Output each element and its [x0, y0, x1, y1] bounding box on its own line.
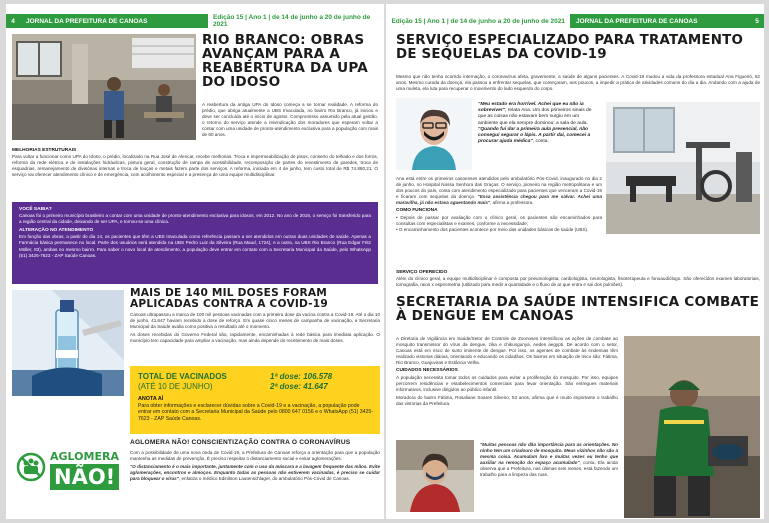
quote-attribution: , enfatiza o médico Edinilson Lautenschlager, do ambulatório Pós-Covid de Canoas. [178, 476, 350, 482]
quote-text: "O distanciamento é o mais importante, juntamente com o uso da máscara e a lavagem frequente das mãos. Evite aglomerações, encontros e almoços. Enquanto todas as pessoas não estiverem vacinadas, é preciso se cuidar para bloquear o vírus" [130, 464, 380, 482]
bullet-item: • Depois de passar por avaliação com o clínico geral, os pacientes são encaminhados para consultas com especialistas e exames, conforme a necessidade; [396, 214, 602, 226]
edition-line: Edição 15 | Ano 1 | de 14 de junho a 20 de junho de 2021 [386, 18, 570, 25]
info-box-subheading: ALTERAÇÃO NO ATENDIMENTO [19, 228, 94, 234]
quote-text: "Muitas pessoas não dão importância para as orientações. No ninho tem um criadouro de mosquito. Meus vizinhos não são a mesma coisa. Acumulam lixo e muitas vezes eu tenho que auxiliar na remoção do espaço acumulado" [480, 442, 618, 466]
quote-paragraph [130, 464, 380, 482]
second-dose-count: 2ª dose: 41.647 [270, 382, 328, 391]
paragraph: A população necessita tomar todos os cuidados para evitar a proliferação do mosquito. Por isso, equipes percorrem residências e estabelecimentos comerciais para levar orientação. São entregues materiais informativos, inclusive dirigidos ao público infantil. [396, 374, 618, 392]
edition-line: Edição 15 | Ano 1 | de 14 de junho a 20 de junho de 2021 [208, 14, 384, 28]
paragraph: Moradora do bairro Fátima, Rosaliane Soares Silveiro, 53 anos, afirma que é muito importante o trabalho das vistorias da Prefeitura. [396, 394, 618, 406]
first-dose-count: 1ª dose: 106.578 [270, 372, 333, 381]
article2-body [396, 336, 618, 409]
info-box [12, 202, 378, 284]
left-page [6, 4, 384, 519]
renovation-photo [12, 34, 196, 140]
vaccine-illustration [12, 290, 124, 396]
article1-intro: Mesmo que não tenha ocorrido internação, o coronavírus afeta, gravemente, a saúde de alguns pacientes. A Covid-19 mudou a vida da professora estadual Ana Figueiró, 62 anos. Mesmo curada da doença, ela passou a enfrentar sequelas, que começaram, aos poucos, a impedir a prática de atividades comuns do dia a dia. Andando com a ajuda de uma muleta, ela luta para recuperar o movimento do lado esquerdo do corpo. [396, 74, 760, 92]
vaccination-title: TOTAL DE VACINADOS [138, 372, 227, 381]
subheading: MELHORIAS ESTRUTURAIS [12, 148, 77, 153]
anote-section [138, 396, 374, 422]
paragraph: As doses recebidas do Governo Federal são, rapidamente, encaminhadas à rede básica para imediata aplicação. O município tem capacidade para ampliar a vacinação, mas ainda depende do recebimento de mais doses. [130, 332, 380, 344]
anote-text: Para obter informações e esclarecer dúvidas sobre a Covid-19 e a vacinação, a população pode entrar em contato com a Secretaria Municipal da Saúde pelo 0800 647 0156 e o WhatsApp (51) 3425-7623 - ZAP Saúde Canoas. [138, 402, 374, 422]
resident-photo [396, 440, 474, 512]
vaccination-box [130, 366, 380, 434]
paragraph: Com a possibilidade de uma nova onda de Covid-19, a Prefeitura de Canoas reforça a orientação para que a população mantenha as medidas de prevenção. É preciso respeitar o distanciamento social e evitar aglomerações. [130, 450, 380, 462]
paragraph: Canoas ultrapassou a marca de 100 mil pessoas vacinadas com a primeira dose da vacina contra a Covid-19. Até o dia 10 de junho, 41.647 haviam recebido a dose de reforço. Em quase cinco meses de campanha de vacinação, a Secretaria Municipal da Saúde avalia como positiva a resultado até o momento. [130, 312, 380, 330]
right-page-header [386, 14, 764, 28]
paragraph-with-quote [396, 176, 602, 206]
article3-body [130, 450, 380, 484]
left-page-header [6, 14, 384, 28]
logo-line-2: NÃO! [50, 464, 119, 490]
dengue-quote [480, 442, 618, 479]
portrait-photo [396, 98, 472, 170]
quote-text: "Quando fui dar a primeira aula presencial, não consegui segurar o lápis. A partir daí, comecei a procurar ajuda médica" [478, 126, 591, 145]
paragraph: A Diretoria de Vigilância em Saúde/Setor de Controle de Zoonoses intensificou as ações de combate ao mosquito transmissor do vírus da dengue, zika e chikungunya, Aedes aegypti. De acordo com o setor, Canoas está em risco de surto iminente de dengue. Por isso, os agentes de combate às endemias têm realizado vistorias diárias, orientando e educando os cidadãos. Os bairros em situação de risco são: Fátima, Rio Branco, Guajuviras e Estância Velha. [396, 336, 618, 366]
renovation-scene-illustration [12, 34, 196, 140]
quote-text: "Essa assistência chegou para me salvar. Achei uma maravilha, já não estava aguentando mais" [396, 194, 602, 206]
quote-attribution: , relata Ana. Um dos primeiros sinais de que as coisas não estavam bem surgiu em um ambiente que ela sempre dominou: a sala de aula. [478, 108, 592, 126]
article2-headline: SECRETARIA DA SAÚDE INTENSIFICA COMBATE À DENGUE EM CANOAS [396, 294, 760, 324]
right-page [386, 4, 764, 519]
subheading: CUIDADOS NECESSÁRIOS [396, 368, 458, 374]
article2-body [130, 312, 380, 346]
paragraph: Ana está entre os primeiros canoenses atendidos pelo ambulatório Pós-Covid, inaugurado no dia 2 de junho, no Hospital Nossa Senhora das Graças. O serviço, pioneiro na região metropolitana e um dos poucos do país, conta com atendimento especializado para pacientes que venceram a Covid-19 e ficaram com sequelas da doença. [396, 176, 602, 200]
article3-headline: AGLOMERA NÃO! CONSCIENTIZAÇÃO CONTRA O CORONAVÍRUS [130, 439, 351, 446]
info-box-subheading: VOCÊ SABIA? [19, 207, 52, 212]
info-box-paragraph: Em função das obras, a partir do dia 14, os pacientes que têm a UBS Imaculada como referência passam a ser atendidos em outras duas unidades de saúde. Apenas a Farmácia básica permanece no local. Parte dos usuários será atendida na UBS Pedro Luiz da Silveira (Rua Maud, 1724), e a outra, na UBS Rio Branco (Rua Edgar Fritz Müller, 83), ambas no mesmo bairro. Para saber o novo local de atendimento, a população deve entrar em contato com a Secretaria Municipal da Saúde, pelo WhatsApp (51) 3425-7623 - ZAP Saúde Canoas. [19, 234, 371, 258]
dengue-agent-photo [624, 336, 760, 518]
article1-headline: SERVIÇO ESPECIALIZADO PARA TRATAMENTO DE SEQUELAS DA COVID-19 [396, 33, 744, 62]
article1-headline: RIO BRANCO: OBRAS AVANÇAM PARA A REABERTURA DA UPA DO IDOSO [202, 32, 369, 90]
quote-attribution: , conta. Ela ainda observa que a Prefeitura, nas últimas seis meses, está fazendo um trabalho para a limpeza das ruas. [480, 460, 618, 478]
section-title: JORNAL DA PREFEITURA DE CANOAS [570, 14, 750, 28]
article1-body [396, 176, 602, 233]
no-crowd-icon [16, 452, 46, 482]
vaccination-period: (ATÉ 10 DE JUNHO) [138, 382, 213, 391]
aglomera-nao-logo [12, 444, 124, 508]
subheading: SERVIÇO OFERECIDO [396, 270, 448, 275]
quote-attribution: , conta. [532, 139, 549, 145]
woman-with-mask-illustration [396, 98, 472, 170]
paragraph: , afirma a professora. [490, 200, 534, 206]
info-box-paragraph: Canoas foi o primeiro município brasileiro a contar com uma unidade de pronto-atendimento exclusiva para idosos, em 2012. No ano de 2016, o serviço foi transferido para a região central da cidade, deixando de ser UPA, e tornou-se uma clínica. [19, 213, 371, 225]
health-agent-illustration [624, 336, 760, 518]
bullet-item: • O encaminhamento dos pacientes acontece por meio das unidades básicas de saúde (UBS). [396, 226, 589, 232]
subheading: COMO FUNCIONA [396, 208, 438, 214]
paragraph: Além do clínico geral, a equipe multidisciplinar é composta por pneumologista, cardiologista, neurologista, fisioterapeuta e fonoaudiólogo. São oferecidos exames laboratoriais, tomografia, raios x espirometria (utilizado para medir a quantidade e o fluxo de ar que entra e sai dos pulmões). [396, 276, 760, 288]
resident-illustration [396, 440, 474, 512]
anote-heading: ANOTA AÍ [138, 396, 164, 402]
page-number: 4 [6, 14, 20, 28]
rehab-room-photo [606, 102, 760, 234]
quote-text: "Meu estado era horrível. Achei que eu não ia sobreviver" [478, 102, 584, 114]
page-number: 5 [750, 14, 764, 28]
service-section [396, 270, 760, 288]
paragraph: Para voltar a funcionar como UPA do Idoso, o prédio, localizado na Rua José de Alencar, recebe melhorias. Troca e impermeabilização de pisos, conserto do telhado e dos forros, reforma da rede elétrica e de instalações hidráulicas, pintura geral, construção de rampa de acessibilidade, recomposição de partes do revestimento de paredes, troca de esquadrias, remanejamento de divisórias internas e troca de louças e metais fazem parte dos serviços. A reforma, iniciada em 4 de junho, tem custo total de R$ 74.880,21. O serviço vai oferecer atendimento clínico e de emergência, com acolhimento especial e a presença de uma equipe multidisciplinar. [12, 154, 378, 178]
section-title: JORNAL DA PREFEITURA DE CANOAS [20, 14, 208, 28]
quote-block [478, 102, 600, 145]
logo-line-1: AGLOMERA [50, 450, 119, 463]
article1-intro: A reabertura da antiga UPA do Idoso começa a se tornar realidade. A reforma do prédio, que abriga atualmente a UBS Imaculada, no bairro Rio Branco, já iniciou e deve ser concluída até o início de agosto. Compromisso assumido pela atual gestão, o retorno do serviço atende a reivindicação dos moradores que esperam voltar a contar com uma unidade de pronto-atendimento exclusiva para a população com mais de 60 anos. [202, 102, 378, 138]
vaccine-photo [12, 290, 124, 396]
rehab-equipment-illustration [606, 102, 760, 234]
article2-headline: MAIS DE 140 MIL DOSES FORAM APLICADAS CONTRA A COVID-19 [130, 287, 328, 310]
article1-body [12, 146, 378, 178]
